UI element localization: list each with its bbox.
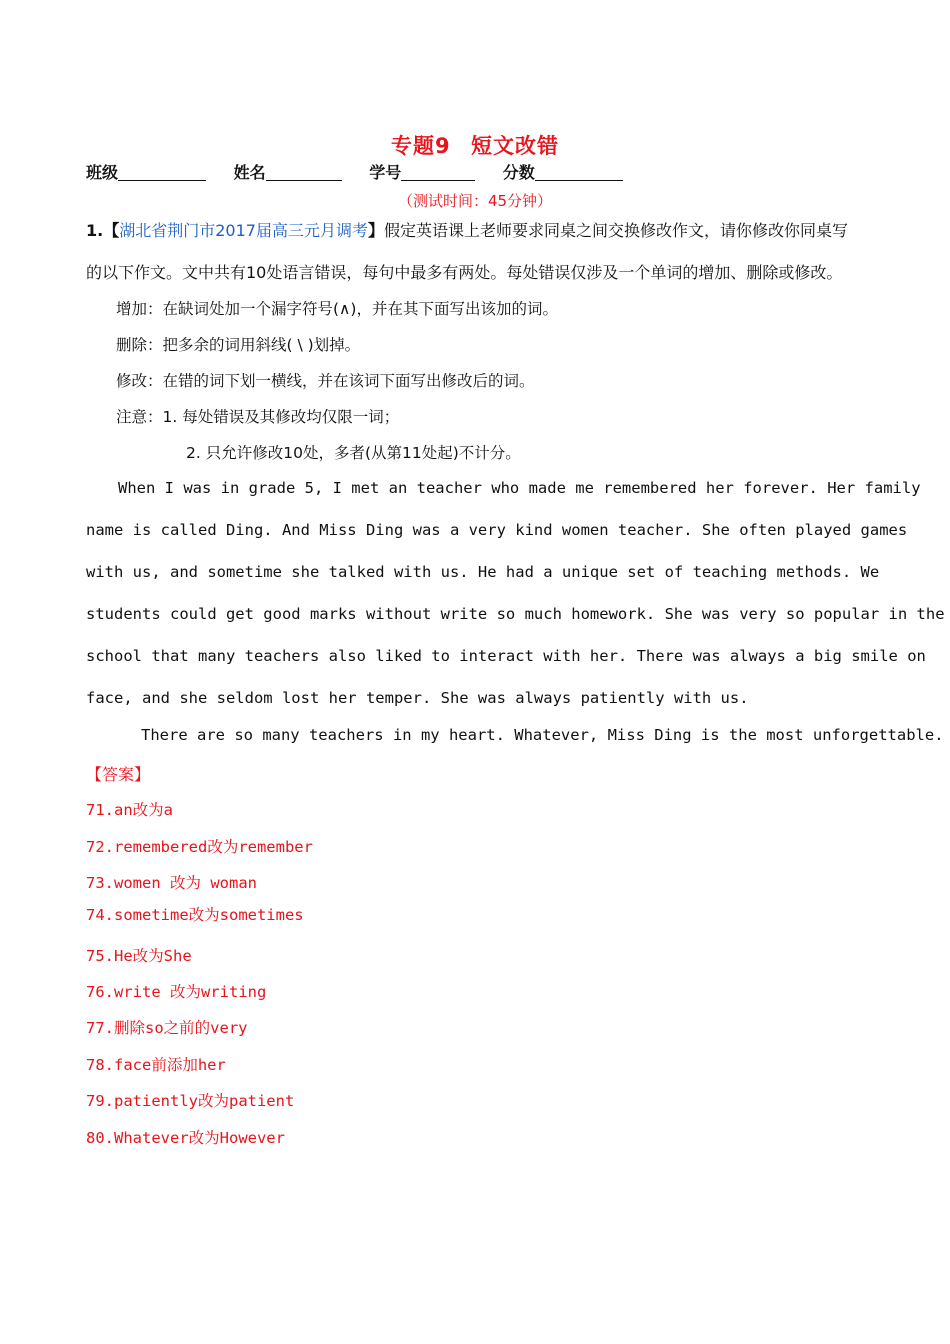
class-blank[interactable] xyxy=(118,164,206,181)
question-source: 湖北省荆门市2017届高三元月调考 xyxy=(119,221,368,240)
source-bracket-open: 【 xyxy=(103,221,120,240)
source-bracket-close: 】 xyxy=(367,221,384,240)
student-id-label: 学号 xyxy=(369,163,402,182)
essay-line: name is called Ding. And Miss Ding was a very kind women teacher. She often played games xyxy=(86,521,908,539)
essay-line: When I was in grade 5, I met an teacher who made me remembered her forever. Her family xyxy=(118,479,921,497)
question-number: 1. xyxy=(86,221,104,240)
rule-note-1: 注意：1. 每处错误及其修改均仅限一词； xyxy=(116,408,400,426)
student-id-blank[interactable] xyxy=(401,164,475,181)
answer-item: 74.sometime改为sometimes xyxy=(86,906,304,924)
answer-item: 80.Whatever改为However xyxy=(86,1129,285,1147)
question-instruction: 假定英语课上老师要求同桌之间交换修改作文，请你修改你同桌写 xyxy=(383,221,848,240)
rule-delete: 删除：把多余的词用斜线( \ )划掉。 xyxy=(116,336,361,354)
answer-item: 71.an改为a xyxy=(86,801,173,819)
name-blank[interactable] xyxy=(266,164,342,181)
answer-item: 78.face前添加her xyxy=(86,1056,226,1074)
class-field xyxy=(86,160,206,183)
class-label: 班级 xyxy=(86,163,119,182)
test-time-note: （测试时间：45分钟） xyxy=(397,192,553,210)
page-title xyxy=(0,130,950,160)
rule-note-2: 2. 只允许修改10处，多者(从第11处起)不计分。 xyxy=(186,444,521,462)
answer-item: 76.write 改为writing xyxy=(86,983,267,1001)
name-field xyxy=(234,160,342,183)
name-label: 姓名 xyxy=(233,163,266,182)
essay-line: There are so many teachers in my heart. Whatever, Miss Ding is the most unforgettable. xyxy=(141,726,944,744)
score-label: 分数 xyxy=(502,163,535,182)
answer-item: 77.删除so之前的very xyxy=(86,1019,248,1037)
answer-item: 79.patiently改为patient xyxy=(86,1092,295,1110)
essay-line: face, and she seldom lost her temper. She was always patiently with us. xyxy=(86,689,749,707)
essay-line: with us, and sometime she talked with us. He had a unique set of teaching methods. We xyxy=(86,563,880,581)
question-intro-line1 xyxy=(86,218,866,241)
answer-item: 73.women 改为 woman xyxy=(86,874,257,892)
student-info-row xyxy=(86,160,645,183)
title-subject: 短文改错 xyxy=(470,134,559,158)
rule-add: 增加：在缺词处加一个漏字符号(∧)，并在其下面写出该加的词。 xyxy=(116,300,558,318)
answer-item: 72.remembered改为remember xyxy=(86,838,313,856)
score-blank[interactable] xyxy=(535,164,623,181)
rule-modify: 修改：在错的词下划一横线，并在该词下面写出修改后的词。 xyxy=(116,372,535,390)
essay-line: school that many teachers also liked to interact with her. There was always a big smile on xyxy=(86,647,926,665)
title-topic: 专题9 xyxy=(391,134,451,158)
student-id-field xyxy=(369,160,475,183)
answer-item: 75.He改为She xyxy=(86,947,192,965)
score-field xyxy=(503,160,623,183)
question-intro-line2: 的以下作文。文中共有10处语言错误，每句中最多有两处。每处错误仅涉及一个单词的增加、删除或修改。 xyxy=(86,263,843,282)
essay-line: students could get good marks without write so much homework. She was very so popular in the xyxy=(86,605,945,623)
answer-heading: 【答案】 xyxy=(86,765,151,784)
